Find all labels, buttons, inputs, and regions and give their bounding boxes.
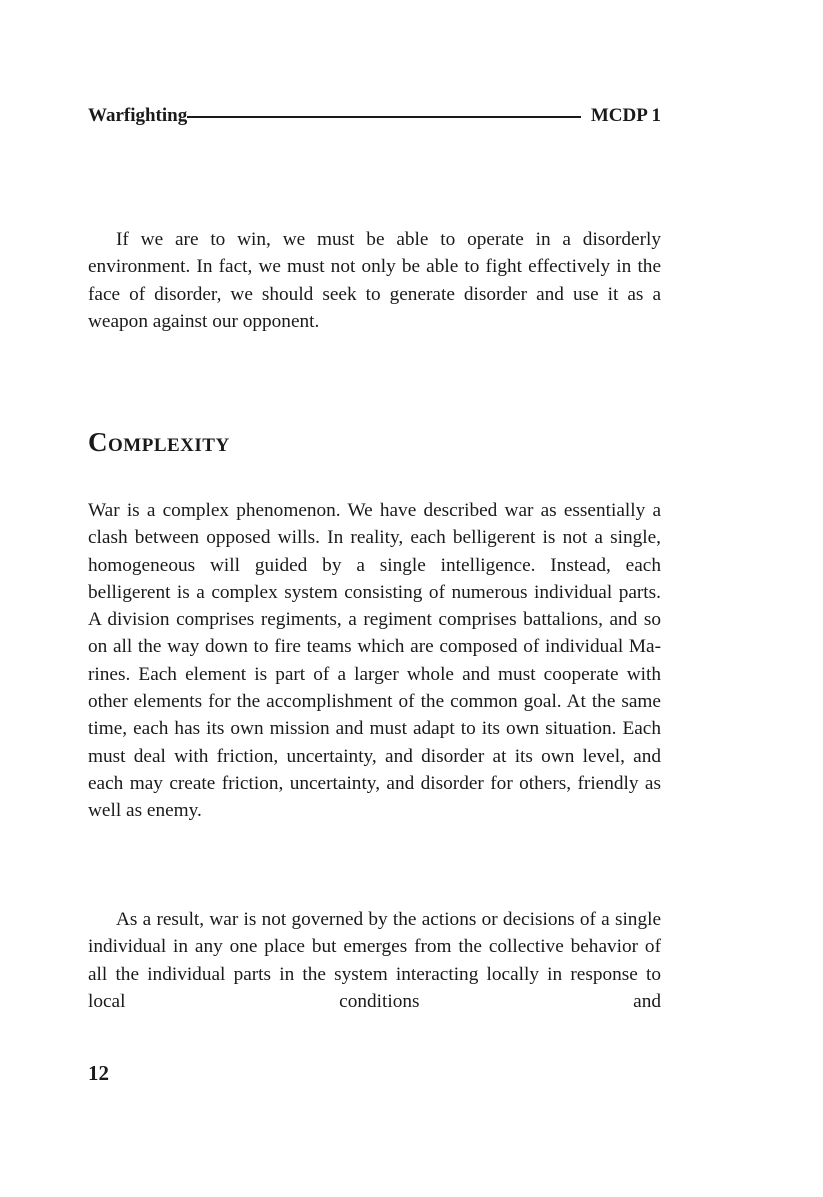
header-rule [187,116,581,118]
complexity-paragraph-block [88,497,661,825]
complexity-paragraph: War is a complex phenomenon. We have described war as essentially a clash between opposed wills. In reality, each belligerent is not a single, homogeneous will guided by a single intelligence. Instead, each belligerent is a complex system consisting of numerous individual parts. A division comprises regiments, a regiment comprises battalions, and so on all the way down to fire teams which are composed of individual Marines. Each element is part of a larger whole and must cooperate with other elements for the accomplishment of the common goal. At the same time, each has its own mission and must adapt to its own situation. Each must deal with friction, uncertainty, and disorder at its own level, and each may create friction, uncertainty, and disorder for others, friendly as well as enemy. [88,500,661,822]
header-publication-id: MCDP 1 [590,105,661,126]
running-header [88,103,661,129]
header-book-title: Warfighting [88,105,188,126]
page-number: 12 [88,1061,109,1085]
section-heading: Complexity [88,427,230,457]
result-paragraph: As a result, war is not governed by the actions or decisions of a single individual in any one place but emerges from the collective behavior of all the individual parts in the system interacting locally in response to local conditions and [88,909,661,1012]
intro-paragraph: If we are to win, we must be able to operate in a disorderly environment. In fact, we must not only be able to fight effectively in the face of disorder, we should seek to generate disorder and use it as a weapon against our opponent. [88,229,661,332]
result-paragraph-block [88,906,661,1015]
intro-paragraph-block [88,226,661,335]
